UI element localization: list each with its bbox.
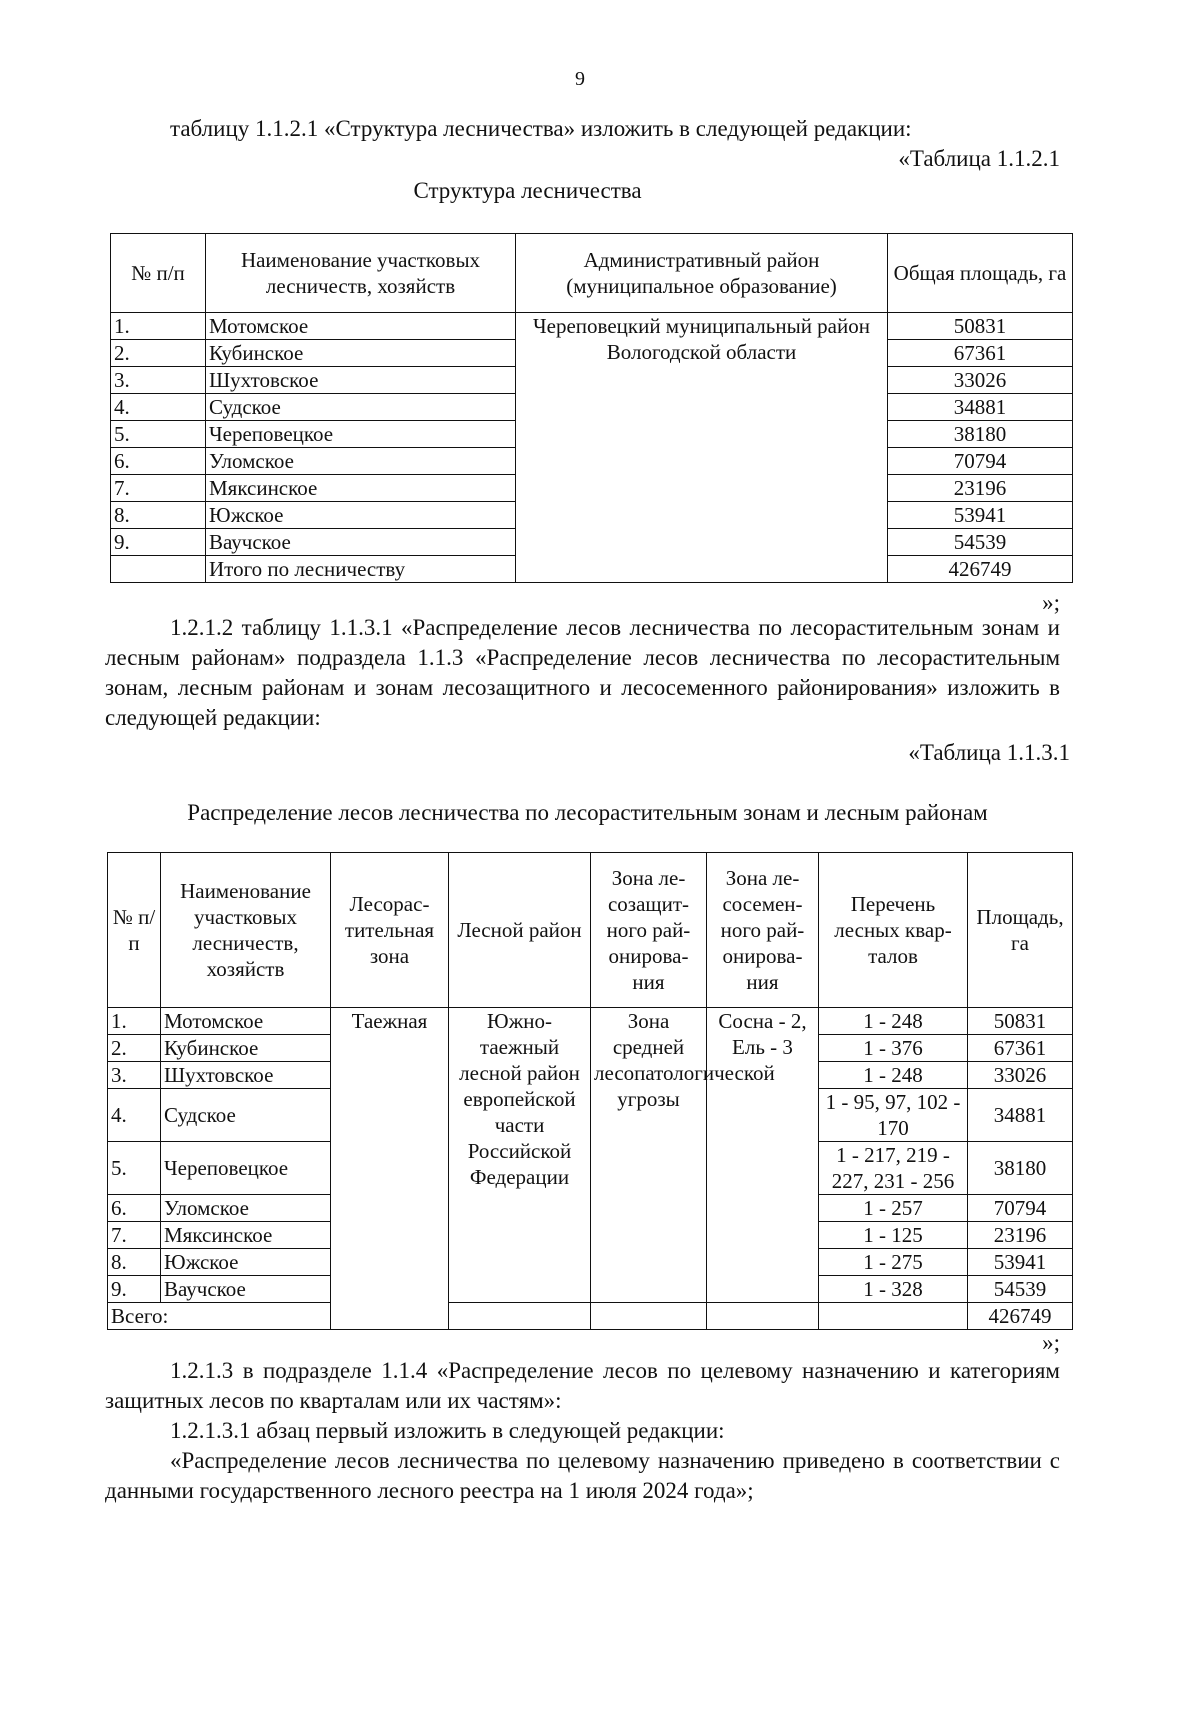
forestry-name: Мяксинское (206, 475, 516, 502)
row-number: 6. (111, 448, 206, 475)
total-row (108, 1303, 1073, 1330)
header-forest-district: Лесной район (449, 853, 591, 1008)
protection-zone: Зона средней лесопатологической угрозы (591, 1008, 707, 1303)
area-value: 70794 (968, 1195, 1073, 1222)
quarters-list: 1 - 217, 219 - 227, 231 - 256 (819, 1142, 968, 1195)
table1-title: Структура лесничества (413, 178, 642, 203)
forestry-name: Южское (161, 1249, 331, 1276)
area-value: 50831 (888, 313, 1073, 340)
area-value: 33026 (968, 1062, 1073, 1089)
row-number: 9. (111, 529, 206, 556)
quarters-list: 1 - 257 (819, 1195, 968, 1222)
table2-title: Распределение лесов лесничества по лесорастительным зонам и лесным районам (187, 800, 988, 825)
area-value: 54539 (968, 1276, 1073, 1303)
vegetation-zone: Таежная (331, 1008, 449, 1330)
area-value: 50831 (968, 1008, 1073, 1035)
row-number: 8. (108, 1249, 161, 1276)
header-area: Общая площадь, га (888, 234, 1073, 313)
intro-paragraph: таблицу 1.1.2.1 «Структура лесничества» изложить в следующей редакции: (170, 116, 912, 141)
forestry-name: Череповецкое (161, 1142, 331, 1195)
quarters-list: 1 - 328 (819, 1276, 968, 1303)
table1-closing: »; (1042, 590, 1060, 615)
row-number: 4. (108, 1089, 161, 1142)
area-value: 34881 (888, 394, 1073, 421)
forest-district: Южно-таежный лесной район европейской части Российской Федерации (449, 1008, 591, 1303)
forestry-name: Мотомское (206, 313, 516, 340)
seed-zone: Сосна - 2, Ель - 3 (707, 1008, 819, 1303)
row-number: 5. (108, 1142, 161, 1195)
quarters-list: 1 - 275 (819, 1249, 968, 1276)
area-value: 53941 (968, 1249, 1073, 1276)
row-number: 6. (108, 1195, 161, 1222)
total-value: 426749 (968, 1303, 1073, 1330)
header-number: № п/п (108, 853, 161, 1008)
forestry-name: Уломское (161, 1195, 331, 1222)
header-protection-zone: Зона ле-созащит-ного рай-онирова-ния (591, 853, 707, 1008)
area-value: 33026 (888, 367, 1073, 394)
forestry-name: Ваучское (161, 1276, 331, 1303)
header-district: Административный район (муниципальное образование) (516, 234, 888, 313)
header-name: Наименование участковых лесничеств, хозяйств (206, 234, 516, 313)
table2-closing: »; (1042, 1330, 1060, 1355)
area-value: 54539 (888, 529, 1073, 556)
area-value: 38180 (888, 421, 1073, 448)
area-value: 70794 (888, 448, 1073, 475)
paragraph-quote: «Распределение лесов лесничества по целевому назначению приведено в соответствии с данными государственного лесного реестра на 1 июля 2024 года»; (105, 1448, 1060, 1503)
forestry-name: Уломское (206, 448, 516, 475)
paragraph-1-2-1-3-1: 1.2.1.3.1 абзац первый изложить в следующей редакции: (170, 1418, 725, 1443)
page-number: 9 (575, 68, 585, 90)
forestry-name: Кубинское (161, 1035, 331, 1062)
area-value: 53941 (888, 502, 1073, 529)
quarters-list: 1 - 125 (819, 1222, 968, 1249)
empty-cell (591, 1303, 707, 1330)
table-row (111, 313, 1073, 340)
header-quarters: Перечень лесных квар-талов (819, 853, 968, 1008)
row-number: 2. (108, 1035, 161, 1062)
header-name: Наименование участковых лесничеств, хозяйств (161, 853, 331, 1008)
forestry-name: Кубинское (206, 340, 516, 367)
header-vegetation-zone: Лесорас-тительная зона (331, 853, 449, 1008)
total-label: Всего: (108, 1303, 331, 1330)
forestry-name: Шухтовское (161, 1062, 331, 1089)
header-area: Площадь, га (968, 853, 1073, 1008)
administrative-district: Череповецкий муниципальный район Вологодской области (516, 313, 888, 583)
forestry-name: Мотомское (161, 1008, 331, 1035)
table-row (108, 1008, 1073, 1035)
row-number: 3. (111, 367, 206, 394)
table2-label: «Таблица 1.1.3.1 (908, 740, 1070, 765)
paragraph-1-2-1-3: 1.2.1.3 в подразделе 1.1.4 «Распределение лесов по целевому назначению и категориям защитных лесов по кварталам или их частям»: (105, 1358, 1060, 1413)
quarters-list: 1 - 248 (819, 1062, 968, 1089)
row-number: 7. (108, 1222, 161, 1249)
paragraph-1-2-1-2: 1.2.1.2 таблицу 1.1.3.1 «Распределение лесов лесничества по лесорастительным зонам и лесным районам» подраздела 1.1.3 «Распределение лесов лесничества по лесорастительным зонам, лесным районам и зонам лесозащитного и лесосеменного районирования» изложить в следующей редакции: (105, 615, 1060, 730)
row-number: 8. (111, 502, 206, 529)
total-value: 426749 (888, 556, 1073, 583)
empty-cell (819, 1303, 968, 1330)
area-value: 67361 (968, 1035, 1073, 1062)
row-number: 9. (108, 1276, 161, 1303)
row-number: 7. (111, 475, 206, 502)
forestry-name: Мяксинское (161, 1222, 331, 1249)
quarters-list: 1 - 95, 97, 102 - 170 (819, 1089, 968, 1142)
quarters-list: 1 - 248 (819, 1008, 968, 1035)
empty-cell (707, 1303, 819, 1330)
header-number: № п/п (111, 234, 206, 313)
quarters-list: 1 - 376 (819, 1035, 968, 1062)
row-number: 1. (111, 313, 206, 340)
area-value: 23196 (888, 475, 1073, 502)
forest-distribution-table (107, 852, 1073, 1330)
row-number: 1. (108, 1008, 161, 1035)
total-label: Итого по лесничеству (206, 556, 516, 583)
forestry-name: Судское (161, 1089, 331, 1142)
area-value: 38180 (968, 1142, 1073, 1195)
forestry-structure-table (110, 233, 1073, 583)
area-value: 23196 (968, 1222, 1073, 1249)
forestry-name: Южское (206, 502, 516, 529)
empty-cell (449, 1303, 591, 1330)
row-number: 2. (111, 340, 206, 367)
forestry-name: Череповецкое (206, 421, 516, 448)
forestry-name: Шухтовское (206, 367, 516, 394)
forestry-name: Судское (206, 394, 516, 421)
header-seed-zone: Зона ле-сосемен-ного рай-онирова-ния (707, 853, 819, 1008)
row-number: 5. (111, 421, 206, 448)
table1-label: «Таблица 1.1.2.1 (898, 146, 1060, 171)
row-number: 4. (111, 394, 206, 421)
empty-cell (111, 556, 206, 583)
area-value: 34881 (968, 1089, 1073, 1142)
forestry-name: Ваучское (206, 529, 516, 556)
row-number: 3. (108, 1062, 161, 1089)
area-value: 67361 (888, 340, 1073, 367)
